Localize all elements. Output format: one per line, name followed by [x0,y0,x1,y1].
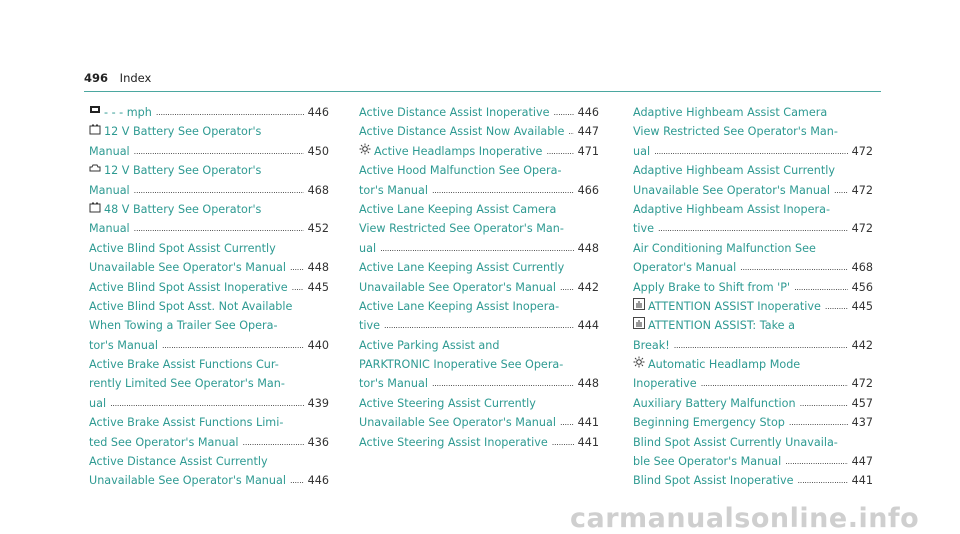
entry-line [359,103,599,122]
entry-line [359,297,599,316]
dot-leader [380,238,574,258]
index-entry[interactable] [633,103,873,161]
entry-line [359,239,599,258]
dot-leader [243,432,304,452]
entry-text: ual [359,241,377,255]
entry-text: 48 V Battery See Operator's [104,202,262,216]
index-entry[interactable] [633,297,873,316]
entry-line [633,200,873,219]
entry-line [89,471,329,490]
dot-leader [432,373,574,393]
dot-leader [794,277,848,297]
index-entry[interactable] [359,433,599,452]
battery-icon [89,122,101,134]
dot-leader [432,180,574,200]
entry-text: Active Parking Assist and [359,338,500,352]
entry-text: ATTENTION ASSIST: Take a [648,319,795,333]
hand-icon [633,297,645,309]
entry-text: Active Distance Assist Now Available [359,125,565,139]
entry-text: Active Steering Assist Inoperative [359,435,548,449]
entry-line [359,122,599,141]
entry-text: Adaptive Highbeam Assist Inopera- [633,202,830,216]
page-ref: 472 [851,144,873,158]
page-ref: 446 [577,106,599,119]
dot-leader [546,141,573,161]
entry-text: Active Distance Assist Inoperative [359,106,550,119]
entry-text: Active Brake Assist Functions Cur- [89,358,279,372]
index-entry[interactable] [633,239,873,278]
page-ref: 448 [577,377,599,391]
dot-leader [800,393,848,413]
entry-text: tor's Manual [89,338,158,352]
entry-line [359,219,599,238]
dot-leader [674,335,848,355]
entry-line [359,278,599,297]
dot-leader [701,373,848,393]
page-ref: 442 [851,338,873,352]
entry-text: ual [633,144,651,158]
entry-text: Unavailable See Operator's Manual [89,261,286,275]
index-entry[interactable] [89,297,329,355]
entry-text: ble See Operator's Manual [633,455,782,469]
entry-line [89,258,329,277]
entry-text: ted See Operator's Manual [89,435,239,449]
dot-leader [156,102,304,122]
index-entry[interactable] [89,122,329,161]
entry-line [359,316,599,335]
headlamp-icon [633,355,645,367]
page-ref: 466 [577,183,599,197]
entry-text: View Restricted See Operator's Man- [633,125,838,139]
entry-line [359,142,599,161]
index-entry[interactable] [89,103,329,122]
page-number: 496 [84,71,109,85]
entry-line [359,336,599,355]
entry-text: ATTENTION ASSIST Inoperative [648,299,821,313]
entry-line [359,413,599,432]
page-header [84,71,151,85]
entry-line [633,413,873,432]
entry-text: Unavailable See Operator's Manual [359,280,556,294]
engine-icon [89,161,101,173]
entry-text: When Towing a Trailer See Opera- [89,319,278,333]
dot-leader [384,315,574,335]
header-divider [84,91,881,92]
page-ref: 468 [307,183,329,197]
dot-leader [290,470,304,490]
entry-line [89,394,329,413]
dot-leader [568,121,573,141]
entry-line [633,258,873,277]
entry-text: Blind Spot Assist Inoperative [633,474,794,488]
page-ref: 452 [307,222,329,236]
entry-line [89,355,329,374]
entry-text: 12 V Battery See Operator's [104,164,262,178]
entry-text: tor's Manual [359,183,428,197]
entry-line [89,336,329,355]
entry-text: Active Lane Keeping Assist Currently [359,261,565,275]
page-ref: 471 [577,144,599,158]
dot-leader [798,470,848,490]
entry-text: Adaptive Highbeam Assist Camera [633,106,828,119]
entry-line [633,471,873,490]
entry-text: Manual [89,183,130,197]
watermark: carmanualsonline.info [570,503,920,534]
entry-text: Active Headlamps Inoperative [374,144,543,158]
entry-text: - - - mph [104,106,152,119]
index-entry[interactable] [633,161,873,200]
entry-text: Adaptive Highbeam Assist Currently [633,164,836,178]
entry-line [89,161,329,180]
entry-line [89,181,329,200]
dot-leader [785,451,847,471]
entry-line [633,181,873,200]
page-ref: 445 [851,299,873,313]
entry-line [89,122,329,141]
dot-leader [658,218,848,238]
entry-text: Active Hood Malfunction See Opera- [359,164,562,178]
hand-icon [633,316,645,328]
dot-leader [825,296,848,316]
index-entry[interactable] [633,394,873,413]
entry-text: rently Limited See Operator's Man- [89,377,285,391]
index-entry[interactable] [633,355,873,394]
entry-text: Blind Spot Assist Currently Unavaila- [633,435,838,449]
headlamp-icon [359,142,371,154]
page-ref: 440 [307,338,329,352]
dot-leader [134,141,304,161]
entry-line [633,122,873,141]
entry-text: Unavailable See Operator's Manual [89,474,286,488]
index-entry[interactable] [89,239,329,278]
entry-text: Unavailable See Operator's Manual [633,183,830,197]
entry-text: Active Brake Assist Functions Limi- [89,416,284,430]
entry-line [89,297,329,316]
dot-leader [110,393,304,413]
dot-leader [654,141,848,161]
dot-leader [292,277,304,297]
entry-line [359,394,599,413]
entry-text: Air Conditioning Malfunction See [633,241,816,255]
entry-line [89,413,329,432]
page-ref: 446 [307,474,329,488]
dot-leader [740,257,847,277]
entry-line [89,316,329,335]
page-ref: 472 [851,377,873,391]
page-ref: 446 [307,106,329,119]
entry-text: Unavailable See Operator's Manual [359,416,556,430]
entry-text: Active Distance Assist Currently [89,455,268,469]
entry-text: Beginning Emergency Stop [633,416,785,430]
entry-text: Manual [89,144,130,158]
section-title: Index [119,71,152,85]
entry-line [89,374,329,393]
entry-line [633,278,873,297]
entry-line [633,374,873,393]
entry-line [633,394,873,413]
index-entry[interactable] [359,103,599,122]
battery-icon [89,200,101,212]
dot-leader [560,412,574,432]
page-ref: 441 [577,435,599,449]
index-entry[interactable] [633,200,873,239]
entry-line [359,355,599,374]
index-entry[interactable] [359,122,599,141]
entry-text: PARKTRONIC Inoperative See Opera- [359,358,564,372]
entry-line [89,278,329,297]
entry-line [89,103,329,122]
page-ref: 447 [577,125,599,139]
entry-text: tor's Manual [359,377,428,391]
entry-text: Active Lane Keeping Assist Camera [359,202,557,216]
page-ref: 437 [851,416,873,430]
entry-line [633,316,873,335]
entry-text: Auxiliary Battery Malfunction [633,396,796,410]
index-entry[interactable] [89,278,329,297]
index-entry[interactable] [633,413,873,432]
entry-line [359,258,599,277]
entry-text: Active Lane Keeping Assist Inopera- [359,299,560,313]
page-ref: 468 [851,261,873,275]
entry-line [633,142,873,161]
entry-line [359,433,599,452]
index-entry[interactable] [359,258,599,297]
dot-leader [134,180,304,200]
entry-line [89,433,329,452]
index-entry[interactable] [359,394,599,433]
dot-leader [552,432,574,452]
page-ref: 447 [851,455,873,469]
page-ref: 472 [851,183,873,197]
entry-line [359,181,599,200]
index-entry[interactable] [89,161,329,200]
page-ref: 445 [307,280,329,294]
entry-line [633,336,873,355]
index-entry[interactable] [359,161,599,200]
entry-line [359,374,599,393]
page-ref: 457 [851,396,873,410]
dot-leader [134,218,304,238]
dot-leader [789,412,848,432]
entry-text: 12 V Battery See Operator's [104,125,262,139]
entry-text: Break! [633,338,670,352]
index-column-2 [359,103,599,452]
entry-text: tive [633,222,654,236]
entry-line [633,161,873,180]
index-entry[interactable] [89,355,329,413]
entry-text: Apply Brake to Shift from 'P' [633,280,791,294]
index-entry[interactable] [633,316,873,355]
page-ref: 472 [851,222,873,236]
entry-text: View Restricted See Operator's Man- [359,222,564,236]
dot-leader [554,102,574,122]
index-column-1 [89,103,329,491]
entry-line [633,219,873,238]
index-column-3 [633,103,873,491]
entry-text: Active Steering Assist Currently [359,396,536,410]
page-ref: 448 [577,241,599,255]
entry-text: tive [359,319,380,333]
page-ref: 441 [851,474,873,488]
entry-text: Manual [89,222,130,236]
entry-text: Active Blind Spot Assist Inoperative [89,280,288,294]
entry-text: Automatic Headlamp Mode [648,358,801,372]
page-ref: 450 [307,144,329,158]
page-ref: 436 [307,435,329,449]
index-entry[interactable] [633,278,873,297]
entry-line [89,200,329,219]
page-ref: 448 [307,261,329,275]
index-entry[interactable] [359,297,599,336]
page-ref: 444 [577,319,599,333]
index-entry[interactable] [89,200,329,239]
index-entry[interactable] [359,142,599,161]
entry-line [633,239,873,258]
entry-line [633,452,873,471]
entry-text: Operator's Manual [633,261,737,275]
entry-text: Inoperative [633,377,697,391]
entry-line [89,452,329,471]
entry-line [633,433,873,452]
entry-line [359,161,599,180]
entry-line [89,219,329,238]
index-entry[interactable] [89,413,329,452]
entry-line [633,103,873,122]
page-ref: 442 [577,280,599,294]
entry-text: Active Blind Spot Asst. Not Available [89,299,293,313]
entry-line [359,200,599,219]
entry-line [633,355,873,374]
dot-leader [560,277,574,297]
index-entry[interactable] [633,471,873,490]
dot-leader [162,335,304,355]
dot-leader [834,180,848,200]
page-ref: 439 [307,396,329,410]
entry-text: ual [89,396,107,410]
dot-leader [290,257,304,277]
page-ref: 441 [577,416,599,430]
index-entry[interactable] [89,452,329,491]
entry-line [89,142,329,161]
entry-line [89,239,329,258]
index-entry[interactable] [359,200,599,258]
index-entry[interactable] [633,433,873,472]
entry-line [633,297,873,316]
entry-text: Active Blind Spot Assist Currently [89,241,276,255]
page-ref: 456 [851,280,873,294]
index-entry[interactable] [359,336,599,394]
car-icon [89,103,101,115]
